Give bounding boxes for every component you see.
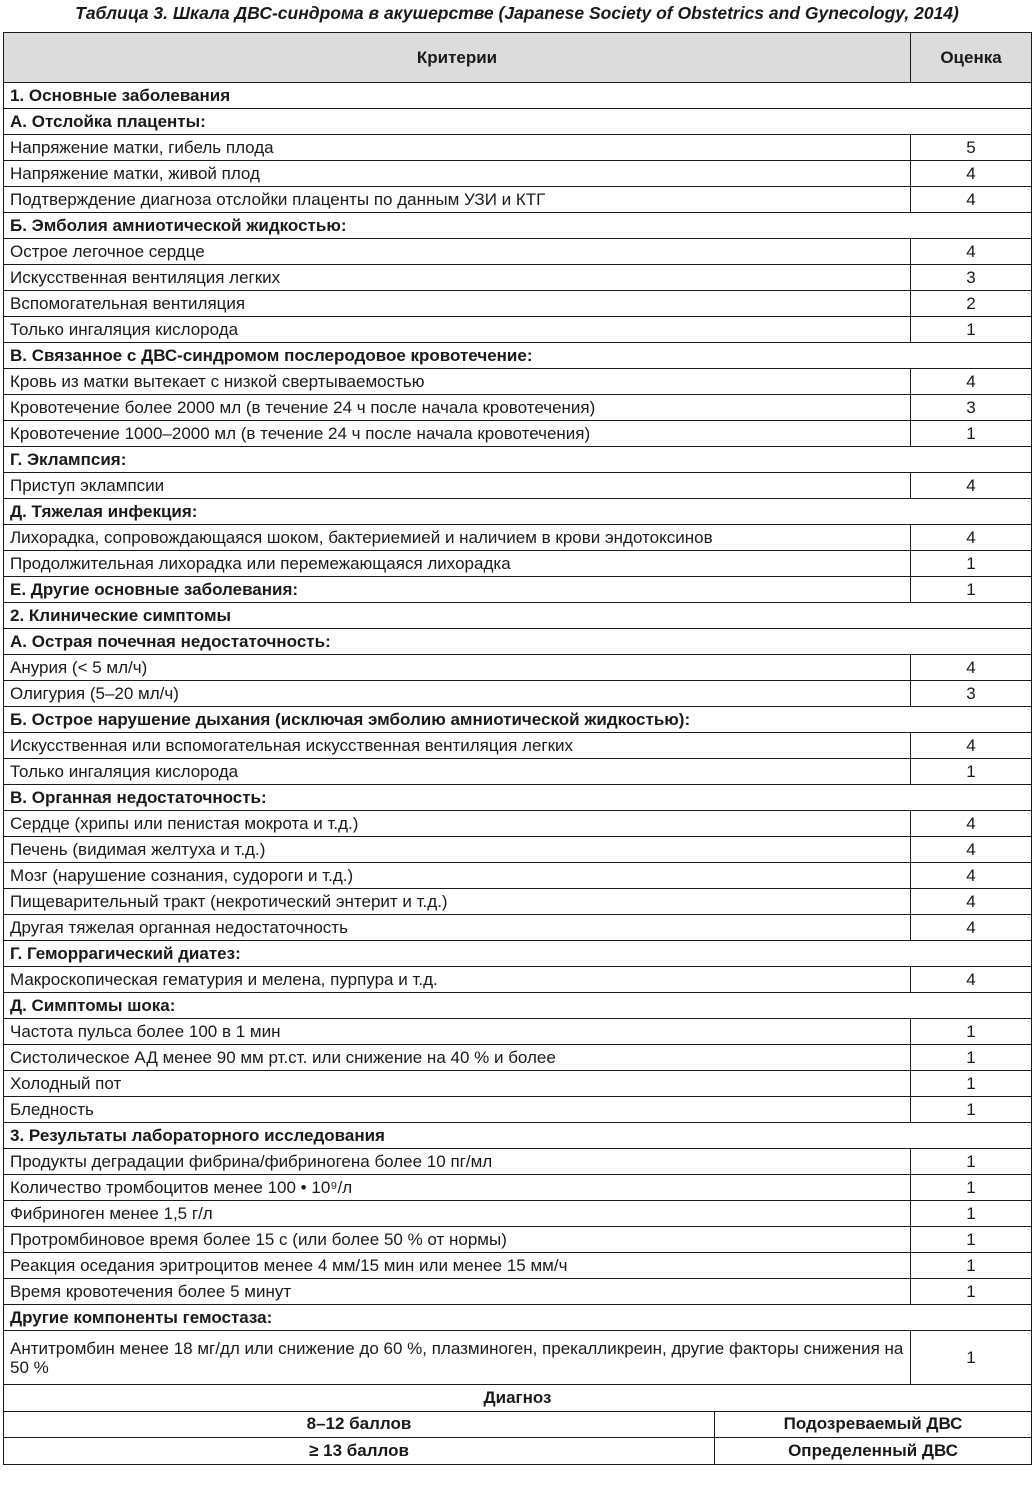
criterion-text: Лихорадка, сопровождающаяся шоком, бактериемией и наличием в крови эндотоксинов (4, 525, 911, 551)
criterion-score: 4 (911, 915, 1032, 941)
criterion-row (4, 811, 1032, 837)
criterion-score: 4 (911, 239, 1032, 265)
section-heading: А. Отслойка плаценты: (4, 109, 1032, 135)
criterion-text: Анурия (< 5 мл/ч) (4, 655, 911, 681)
section-heading: Д. Симптомы шока: (4, 993, 1032, 1019)
criterion-text: Только ингаляция кислорода (4, 317, 911, 343)
section-row (4, 1305, 1032, 1331)
section-row (4, 603, 1032, 629)
criteria-column-header: Критерии (4, 33, 911, 83)
diagnosis-title-row (4, 1385, 1032, 1412)
section-heading: Е. Другие основные заболевания: (4, 577, 911, 603)
criterion-score: 4 (911, 811, 1032, 837)
section-row (4, 577, 1032, 603)
criterion-text: Продукты деградации фибрина/фибриногена более 10 пг/мл (4, 1149, 911, 1175)
criterion-score: 1 (911, 1253, 1032, 1279)
criterion-row (4, 915, 1032, 941)
criterion-row (4, 733, 1032, 759)
diagnosis-result: Подозреваемый ДВС (715, 1411, 1032, 1438)
criterion-row (4, 1253, 1032, 1279)
criterion-score: 4 (911, 525, 1032, 551)
criterion-row (4, 759, 1032, 785)
criterion-text: Кровь из матки вытекает с низкой свертываемостью (4, 369, 911, 395)
criterion-text: Пищеварительный тракт (некротический энтерит и т.д.) (4, 889, 911, 915)
criterion-row (4, 187, 1032, 213)
criterion-score: 4 (911, 655, 1032, 681)
criterion-score: 1 (911, 317, 1032, 343)
section-row (4, 343, 1032, 369)
criterion-row (4, 1279, 1032, 1305)
criterion-row (4, 889, 1032, 915)
criterion-score: 4 (911, 473, 1032, 499)
criterion-text: Антитромбин менее 18 мг/дл или снижение до 60 %, плазминоген, прекалликреин, другие факторы снижения на 50 % (4, 1331, 911, 1385)
criterion-score: 1 (911, 421, 1032, 447)
section-row (4, 499, 1032, 525)
section-heading: 3. Результаты лабораторного исследования (4, 1123, 1032, 1149)
criterion-row (4, 473, 1032, 499)
criterion-row (4, 967, 1032, 993)
section-row (4, 1123, 1032, 1149)
criterion-score: 5 (911, 135, 1032, 161)
criterion-row (4, 1019, 1032, 1045)
criterion-score: 1 (911, 1175, 1032, 1201)
criterion-score: 1 (911, 551, 1032, 577)
criterion-text: Кровотечение 1000–2000 мл (в течение 24 ч после начала кровотечения) (4, 421, 911, 447)
section-heading: Г. Геморрагический диатез: (4, 941, 1032, 967)
criterion-row (4, 317, 1032, 343)
criterion-text: Приступ эклампсии (4, 473, 911, 499)
section-heading: В. Органная недостаточность: (4, 785, 1032, 811)
criterion-text: Острое легочное сердце (4, 239, 911, 265)
section-heading: В. Связанное с ДВС-синдромом послеродовое кровотечение: (4, 343, 1032, 369)
section-heading: Г. Эклампсия: (4, 447, 1032, 473)
criterion-text: Частота пульса более 100 в 1 мин (4, 1019, 911, 1045)
criterion-score: 2 (911, 291, 1032, 317)
criterion-row (4, 681, 1032, 707)
criterion-row (4, 1097, 1032, 1123)
table-header-row (4, 33, 1032, 83)
section-heading: Другие компоненты гемостаза: (4, 1305, 1032, 1331)
criterion-row (4, 837, 1032, 863)
criterion-row (4, 1175, 1032, 1201)
criterion-text: Холодный пот (4, 1071, 911, 1097)
criterion-score: 1 (911, 1019, 1032, 1045)
criterion-text: Продолжительная лихорадка или перемежающаяся лихорадка (4, 551, 911, 577)
section-row (4, 109, 1032, 135)
criterion-text: Систолическое АД менее 90 мм рт.ст. или снижение на 40 % и более (4, 1045, 911, 1071)
diagnosis-points: 8–12 баллов (4, 1411, 715, 1438)
criterion-text: Олигурия (5–20 мл/ч) (4, 681, 911, 707)
section-row (4, 447, 1032, 473)
criterion-score: 1 (911, 1071, 1032, 1097)
criterion-row (4, 1331, 1032, 1385)
table-caption: Таблица 3. Шкала ДВС-синдрома в акушерстве (Japanese Society of Obstetrics and Gynecology, 2014) (75, 3, 959, 23)
criterion-row (4, 1071, 1032, 1097)
criterion-text: Искусственная вентиляция легких (4, 265, 911, 291)
section-row (4, 785, 1032, 811)
criterion-row (4, 395, 1032, 421)
criterion-score: 3 (911, 265, 1032, 291)
criterion-score: 4 (911, 863, 1032, 889)
criterion-score: 4 (911, 161, 1032, 187)
section-heading: 1. Основные заболевания (4, 83, 1032, 109)
criterion-text: Напряжение матки, живой плод (4, 161, 911, 187)
diagnosis-table (3, 1384, 1032, 1465)
criterion-score: 3 (911, 681, 1032, 707)
criterion-row (4, 551, 1032, 577)
criterion-row (4, 239, 1032, 265)
diagnosis-title: Диагноз (4, 1385, 1032, 1412)
criterion-text: Фибриноген менее 1,5 г/л (4, 1201, 911, 1227)
section-heading: Б. Эмболия амниотической жидкостью: (4, 213, 1032, 239)
criterion-score: 1 (911, 1045, 1032, 1071)
criterion-text: Время кровотечения более 5 минут (4, 1279, 911, 1305)
criterion-row (4, 1149, 1032, 1175)
criterion-text: Бледность (4, 1097, 911, 1123)
section-row (4, 83, 1032, 109)
criterion-score: 1 (911, 1279, 1032, 1305)
diagnosis-points: ≥ 13 баллов (4, 1438, 715, 1465)
criterion-text: Сердце (хрипы или пенистая мокрота и т.д.) (4, 811, 911, 837)
criterion-row (4, 655, 1032, 681)
criterion-score: 1 (911, 1097, 1032, 1123)
criterion-score: 1 (911, 1331, 1032, 1385)
section-row (4, 707, 1032, 733)
criterion-text: Протромбиновое время более 15 с (или более 50 % от нормы) (4, 1227, 911, 1253)
criterion-row (4, 525, 1032, 551)
dic-score-table (3, 32, 1032, 1385)
criterion-text: Искусственная или вспомогательная искусственная вентиляция легких (4, 733, 911, 759)
criterion-score: 1 (911, 577, 1032, 603)
criterion-row (4, 369, 1032, 395)
criterion-score: 1 (911, 759, 1032, 785)
section-row (4, 213, 1032, 239)
criterion-row (4, 1045, 1032, 1071)
section-heading: Д. Тяжелая инфекция: (4, 499, 1032, 525)
diagnosis-row (4, 1411, 1032, 1438)
criterion-text: Печень (видимая желтуха и т.д.) (4, 837, 911, 863)
criterion-row (4, 135, 1032, 161)
criterion-row (4, 291, 1032, 317)
score-column-header: Оценка (911, 33, 1032, 83)
criterion-score: 4 (911, 369, 1032, 395)
criterion-text: Другая тяжелая органная недостаточность (4, 915, 911, 941)
criterion-text: Только ингаляция кислорода (4, 759, 911, 785)
criterion-row (4, 1227, 1032, 1253)
criterion-score: 4 (911, 967, 1032, 993)
criterion-text: Макроскопическая гематурия и мелена, пурпура и т.д. (4, 967, 911, 993)
criterion-row (4, 161, 1032, 187)
criterion-text: Вспомогательная вентиляция (4, 291, 911, 317)
criterion-score: 1 (911, 1201, 1032, 1227)
criterion-text: Напряжение матки, гибель плода (4, 135, 911, 161)
criterion-score: 4 (911, 733, 1032, 759)
criterion-row (4, 1201, 1032, 1227)
diagnosis-result: Определенный ДВС (715, 1438, 1032, 1465)
criterion-row (4, 421, 1032, 447)
section-heading: 2. Клинические симптомы (4, 603, 1032, 629)
criterion-row (4, 863, 1032, 889)
criterion-score: 1 (911, 1227, 1032, 1253)
criterion-score: 1 (911, 1149, 1032, 1175)
criterion-text: Мозг (нарушение сознания, судороги и т.д.) (4, 863, 911, 889)
criterion-score: 3 (911, 395, 1032, 421)
section-row (4, 629, 1032, 655)
section-row (4, 941, 1032, 967)
diagnosis-row (4, 1438, 1032, 1465)
criterion-text: Кровотечение более 2000 мл (в течение 24 ч после начала кровотечения) (4, 395, 911, 421)
criterion-text: Количество тромбоцитов менее 100 • 10⁹/л (4, 1175, 911, 1201)
section-row (4, 993, 1032, 1019)
section-heading: Б. Острое нарушение дыхания (исключая эмболию амниотической жидкостью): (4, 707, 1032, 733)
criterion-text: Подтверждение диагноза отслойки плаценты по данным УЗИ и КТГ (4, 187, 911, 213)
criterion-score: 4 (911, 187, 1032, 213)
criterion-text: Реакция оседания эритроцитов менее 4 мм/15 мин или менее 15 мм/ч (4, 1253, 911, 1279)
criterion-row (4, 265, 1032, 291)
criterion-score: 4 (911, 837, 1032, 863)
criterion-score: 4 (911, 889, 1032, 915)
section-heading: А. Острая почечная недостаточность: (4, 629, 1032, 655)
